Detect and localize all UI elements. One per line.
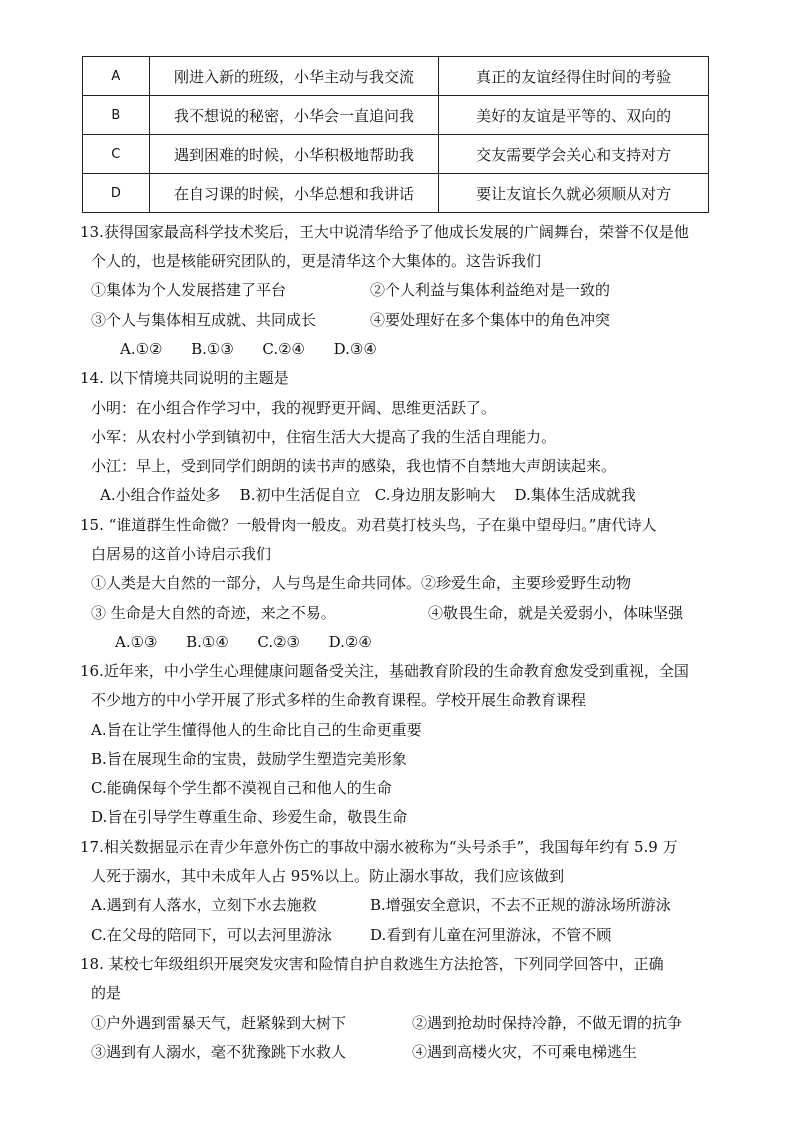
q15-statement-line1: ①人类是大自然的一部分，人与鸟是生命共同体。②珍爱生命，主要珍爱野生动物 [91, 574, 632, 592]
table-row [83, 135, 709, 174]
q14-line-xiaojun: 小军：从农村小学到镇初中，住宿生活大大提高了我的生活自理能力。 [91, 428, 557, 446]
table-row [83, 57, 709, 96]
q14-stem: 14. 以下情境共同说明的主题是 [80, 369, 289, 387]
q18-statement-1: ①户外遇到雷暴天气，赶紧躲到大树下 [91, 1014, 347, 1032]
row-conclusion: 交友需要学会关心和支持对方 [439, 135, 709, 174]
q13-stem-line2: 个人的，也是核能研究团队的，更是清华这个大集体的。这告诉我们 [91, 252, 542, 270]
q13-options: A.①② B.①③ C.②④ D.③④ [120, 340, 377, 358]
q16-option-b: B.旨在展现生命的宝贵，鼓励学生塑造完美形象 [91, 750, 407, 768]
row-label: D [83, 174, 150, 213]
q15-statement-4: ④敬畏生命，就是关爱弱小，体味坚强 [428, 604, 684, 622]
row-conclusion: 真正的友谊经得住时间的考验 [439, 57, 709, 96]
q18-statement-2: ②遇到抢劫时保持冷静，不做无谓的抗争 [412, 1014, 683, 1032]
row-situation: 遇到困难的时候，小华积极地帮助我 [149, 135, 439, 174]
q13-stem-line1: 13.获得国家最高科学技术奖后，王大中说清华给予了他成长发展的广阔舞台，荣誉不仅是他 [80, 223, 689, 241]
q15-statement-3: ③ 生命是大自然的奇迹，来之不易。 [91, 604, 336, 622]
q16-option-d: D.旨在引导学生尊重生命、珍爱生命，敬畏生命 [91, 808, 408, 826]
row-label: A [83, 57, 150, 96]
q14-line-xiaojiang: 小江：早上，受到同学们朗朗的读书声的感染，我也情不自禁地大声朗读起来。 [91, 457, 617, 475]
q13-statement-1: ①集体为个人发展搭建了平台 [91, 281, 287, 299]
row-label: B [83, 96, 150, 135]
table-row [83, 174, 709, 213]
row-situation: 我不想说的秘密，小华会一直追问我 [149, 96, 439, 135]
q16-option-c: C.能确保每个学生都不漠视自己和他人的生命 [91, 779, 392, 797]
q15-stem-line1: 15. “谁道群生性命微？一般骨肉一般皮。劝君莫打枝头鸟，子在巢中望母归。”唐代诗人 [80, 516, 657, 534]
q13-statement-3: ③个人与集体相互成就、共同成长 [91, 311, 317, 329]
q16-stem-line2: 不少地方的中小学开展了形式多样的生命教育课程。学校开展生命教育课程 [91, 691, 587, 709]
q15-stem-line2: 白居易的这首小诗启示我们 [91, 545, 272, 563]
q18-stem-line2: 的是 [91, 984, 122, 1002]
row-situation: 刚进入新的班级，小华主动与我交流 [149, 57, 439, 96]
q15-options: A.①③ B.①④ C.②③ D.②④ [115, 633, 372, 651]
q17-stem-line2: 人死于溺水，其中未成年人占 95%以上。防止溺水事故，我们应该做到 [91, 867, 565, 885]
q17-option-b: B.增强安全意识，不去不正规的游泳场所游泳 [370, 896, 671, 914]
q17-option-d: D.看到有儿童在河里游泳，不管不顾 [370, 926, 612, 944]
options-table [82, 56, 709, 213]
q16-option-a: A.旨在让学生懂得他人的生命比自己的生命更重要 [91, 721, 422, 739]
q13-statement-2: ②个人利益与集体利益绝对是一致的 [370, 281, 611, 299]
q14-options: A.小组合作益处多 B.初中生活促自立 C.身边朋友影响大 D.集体生活成就我 [100, 486, 636, 504]
q16-stem-line1: 16.近年来，中小学生心理健康问题备受关注，基础教育阶段的生命教育愈发受到重视，全国 [80, 662, 689, 680]
q17-option-c: C.在父母的陪同下，可以去河里游泳 [91, 926, 332, 944]
q17-option-a: A.遇到有人落水，立刻下水去施救 [91, 896, 317, 914]
q18-statement-3: ③遇到有人溺水，毫不犹豫跳下水救人 [91, 1043, 347, 1061]
q17-stem-line1: 17.相关数据显示在青少年意外伤亡的事故中溺水被称为“头号杀手”，我国每年约有 5.9 万 [80, 838, 678, 856]
row-conclusion: 美好的友谊是平等的、双向的 [439, 96, 709, 135]
q14-line-xiaoming: 小明：在小组合作学习中，我的视野更开阔、思维更活跃了。 [91, 399, 497, 417]
q18-stem-line1: 18. 某校七年级组织开展突发灾害和险情自护自救逃生方法抢答，下列同学回答中，正确 [80, 955, 664, 973]
q13-statement-4: ④要处理好在多个集体中的角色冲突 [370, 311, 611, 329]
q18-statement-4: ④遇到高楼火灾，不可乘电梯逃生 [412, 1043, 638, 1061]
table-row [83, 96, 709, 135]
row-conclusion: 要让友谊长久就必须顺从对方 [439, 174, 709, 213]
row-label: C [83, 135, 150, 174]
row-situation: 在自习课的时候，小华总想和我讲话 [149, 174, 439, 213]
